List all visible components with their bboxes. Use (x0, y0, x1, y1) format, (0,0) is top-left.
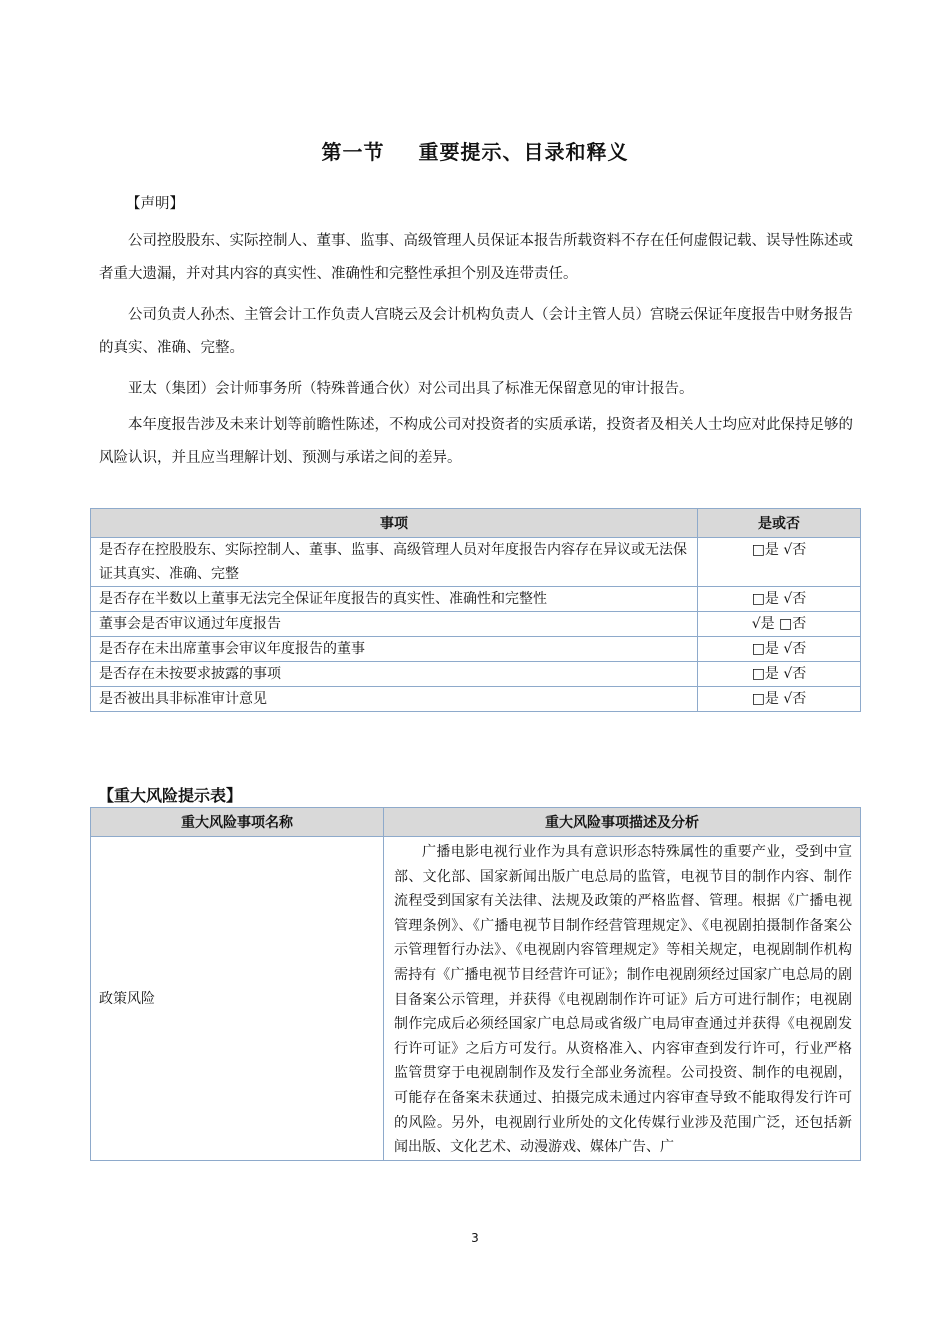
table-header-row (91, 509, 861, 538)
section-title (0, 136, 950, 165)
table-row (91, 538, 861, 587)
risk-description: 广播电影电视行业作为具有意识形态特殊属性的重要产业，受到中宣部、文化部、国家新闻出版广电总局的监管，电视节目的制作内容、制作流程受到国家有关法律、法规及政策的严格监督、管理。根据《广播电视管理条例》、《广播电视节目制作经营管理规定》、《电视剧拍摄制作备案公示管理暂行办法》、《电视剧内容管理规定》等相关规定，电视剧制作机构需持有《广播电视节目经营许可证》；制作电视剧须经过国家广电总局的剧目备案公示管理，并获得《电视剧制作许可证》后方可进行制作；电视剧制作完成后必须经国家广电总局或省级广电局审查通过并获得《电视剧发行许可证》之后方可发行。从资格准入、内容审查到发行许可，行业严格监管贯穿于电视剧制作及发行全部业务流程。公司投资、制作的电视剧，可能存在备案未获通过、拍摄完成未通过内容审查导致不能取得发行许可的风险。另外，电视剧行业所处的文化传媒行业涉及范围广泛，还包括新闻出版、文化艺术、动漫游戏、媒体广告、广 (384, 837, 861, 1161)
risk-table (90, 807, 861, 1161)
matter-item: 董事会是否审议通过年度报告 (91, 612, 698, 637)
matter-answer: □是 √否 (698, 687, 861, 712)
matter-answer: □是 √否 (698, 637, 861, 662)
paragraph-text: 公司负责人孙杰、主管会计工作负责人宫晓云及会计机构负责人（会计主管人员）宫晓云保证年度报告中财务报告的真实、准确、完整。 (99, 307, 853, 356)
matter-item: 是否存在未出席董事会审议年度报告的董事 (91, 637, 698, 662)
declaration-label: 【声明】 (126, 196, 184, 212)
table-row (91, 837, 861, 1161)
matter-item: 是否存在控股股东、实际控制人、董事、监事、高级管理人员对年度报告内容存在异议或无法保证其真实、准确、完整 (91, 538, 698, 587)
declaration-paragraph-3 (99, 373, 859, 406)
paragraph-text: 公司控股股东、实际控制人、董事、监事、高级管理人员保证本报告所载资料不存在任何虚假记载、误导性陈述或者重大遗漏，并对其内容的真实性、准确性和完整性承担个别及连带责任。 (99, 233, 853, 282)
table-row (91, 612, 861, 637)
matter-answer: □是 √否 (698, 662, 861, 687)
header-risk-description: 重大风险事项描述及分析 (384, 808, 861, 837)
table-row (91, 662, 861, 687)
matter-item: 是否存在半数以上董事无法完全保证年度报告的真实性、准确性和完整性 (91, 587, 698, 612)
matter-answer: □是 √否 (698, 538, 861, 587)
paragraph-text: 亚太（集团）会计师事务所（特殊普通合伙）对公司出具了标准无保留意见的审计报告。 (128, 381, 694, 397)
matter-answer: √是 □否 (698, 612, 861, 637)
risk-name: 政策风险 (91, 837, 384, 1161)
declaration-paragraph-2 (99, 299, 859, 365)
header-risk-name: 重大风险事项名称 (91, 808, 384, 837)
declaration-paragraph-4 (99, 409, 859, 475)
header-answer: 是或否 (698, 509, 861, 538)
table-row (91, 637, 861, 662)
table-row (91, 587, 861, 612)
risk-section-title: 【重大风险提示表】 (98, 786, 243, 805)
section-heading: 重要提示、目录和释义 (418, 140, 629, 164)
paragraph-text: 本年度报告涉及未来计划等前瞻性陈述，不构成公司对投资者的实质承诺，投资者及相关人士均应对此保持足够的风险认识，并且应当理解计划、预测与承诺之间的差异。 (99, 417, 853, 466)
table-header-row (91, 808, 861, 837)
matters-table (90, 508, 861, 712)
matter-item: 是否存在未按要求披露的事项 (91, 662, 698, 687)
page-number: 3 (471, 1231, 479, 1245)
declaration-paragraph-1 (99, 225, 859, 291)
header-item: 事项 (91, 509, 698, 538)
section-number: 第一节 (321, 140, 385, 164)
matter-answer: □是 √否 (698, 587, 861, 612)
matter-item: 是否被出具非标准审计意见 (91, 687, 698, 712)
table-row (91, 687, 861, 712)
